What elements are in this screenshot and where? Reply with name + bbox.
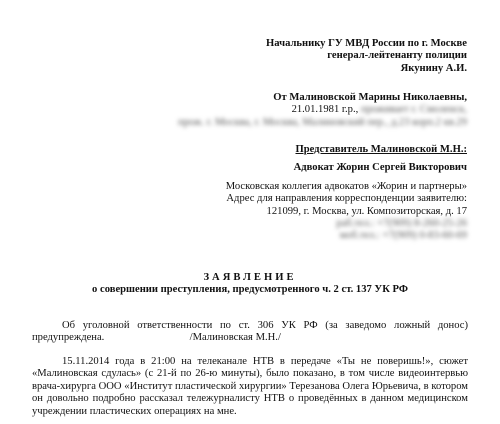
representative-block [47, 144, 467, 243]
representative-name: Адвокат Жорин Сергей Викторович [293, 162, 467, 174]
representative-heading: Представитель Малиновской М.Н.: [295, 144, 467, 155]
representative-address-label: Адрес для направления корреспонденции заявителю: [226, 193, 467, 205]
warning-text [32, 320, 468, 345]
warning-signature: /Малиновская М.Н./ [189, 332, 281, 344]
recipient-line-1: Начальнику ГУ МВД России по г. Москве [265, 38, 467, 49]
sender-block [47, 92, 467, 129]
sender-name: От Малиновской Марины Николаевны, [273, 92, 467, 103]
representative-phone-2-redacted: моб.тел.: +7(909) 0-83-60-69 [339, 230, 467, 242]
sender-dob-line [47, 104, 467, 116]
statement-title: ЗАЯВЛЕНИЕ [203, 272, 297, 283]
body-paragraph [32, 356, 468, 418]
statement-heading [0, 272, 500, 297]
sender-address-redacted: прож. г. Москва, г. Москва, Малиновский пер., д.23 корп.2 кв.29 [177, 116, 467, 128]
warning-paragraph [32, 320, 468, 345]
body-paragraph-1: 15.11.2014 года в 21:00 на телеканале НТВ в передаче «Ты не поверишь!», сюжет «Малиновская сдулась» (с 21-й по 26-ю минуты), было показано, в том числе видеоинтервью врача-хирурга ООО «Институт пластической хирургии» Терезанова Олега Юрьевича, в котором он довольно подробно рассказал тележурналисту НТВ о проведённых в данном медицинском учреждении пластических операциях на мне. [32, 356, 468, 417]
representative-org: Московская коллегия адвокатов «Жорин и партнеры» [225, 180, 467, 192]
recipient-line-3: Якунину А.И. [400, 62, 467, 74]
warning-text-content: Об уголовной ответственности по ст. 306 УК РФ (за заведомо ложный донос) предупреждена. [32, 320, 468, 344]
representative-phone-1-redacted: раб.тел.: +7(909) 8-260-25-26 [336, 218, 467, 230]
sender-dob: 21.01.1981 г.р., [291, 104, 359, 116]
statement-subtitle: о совершении преступления, предусмотренного ч. 2 ст. 137 УК РФ [92, 284, 408, 296]
recipient-line-2: генерал-лейтенанту полиции [327, 50, 467, 62]
representative-address: 121099, г. Москва, ул. Композиторская, д. 17 [266, 205, 467, 217]
sender-dob-redacted: проживает г. Смоленск, [360, 104, 467, 116]
recipient-block [167, 38, 467, 75]
